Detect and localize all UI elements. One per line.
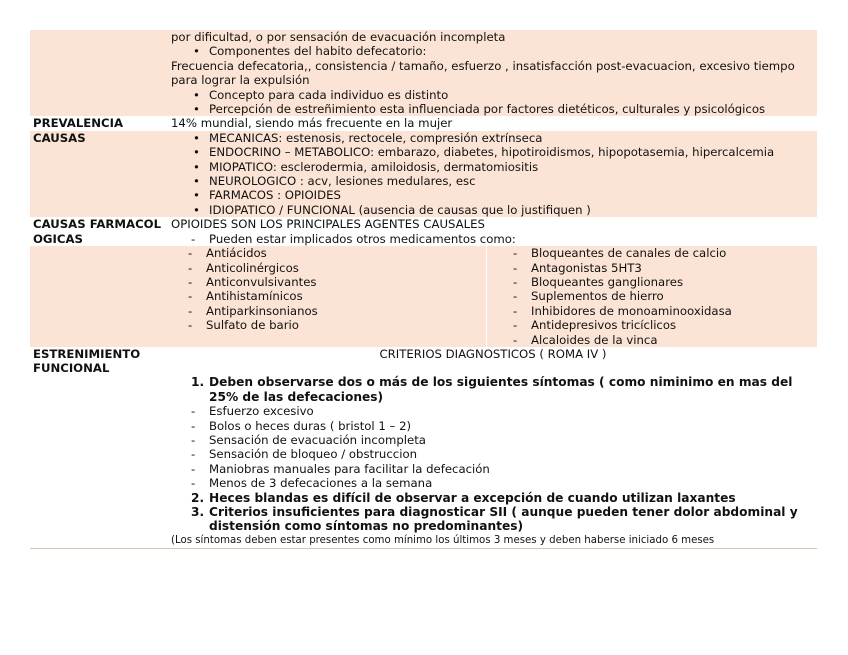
list-item: - Anticolinérgicos [206, 261, 486, 275]
criterio-2: Heces blandas es difícil de observar a excepción de cuando utilizan laxantes [209, 490, 736, 505]
dash-list [171, 404, 815, 490]
list-item: - Antiparkinsonianos [206, 304, 486, 318]
row-estrenimiento [30, 347, 817, 549]
dash-list [171, 232, 815, 246]
list-item: • Concepto para cada individuo es distinto [209, 88, 815, 102]
list-item: - Inhibidores de monoaminooxidasa [531, 304, 817, 318]
medicamentos-columns [168, 246, 817, 347]
list-item: • MECANICAS: estenosis, rectocele, compresión extrínseca [209, 131, 815, 145]
row-label-empty [30, 30, 168, 116]
dash-list [168, 246, 486, 332]
content-table [30, 30, 817, 549]
list-item: - Antiácidos [206, 246, 486, 260]
row-label: PREVALENCIA [33, 116, 124, 131]
list-item: - Menos de 3 defecaciones a la semana [209, 476, 815, 490]
list-item: - Bolos o heces duras ( bristol 1 – 2) [209, 419, 815, 433]
list-item: - Antagonistas 5HT3 [531, 261, 817, 275]
list-item: - Suplementos de hierro [531, 289, 817, 303]
criterio-3: Criterios insuficientes para diagnosticar SII ( aunque pueden tener dolor abdominal y distensión como síntomas no predominantes) [209, 505, 798, 534]
causas-cell [168, 131, 817, 217]
list-number: 3. [191, 505, 205, 519]
bullet-list [171, 88, 815, 117]
row-causas [30, 131, 817, 217]
criterios-title: CRITERIOS DIAGNOSTICOS ( ROMA IV ) [379, 346, 607, 361]
list-item: - Sensación de evacuación incompleta [209, 433, 815, 447]
list-item: - Alcaloides de la vinca [531, 333, 817, 347]
row-label: CAUSAS [30, 131, 168, 217]
row-prevalencia [30, 116, 817, 130]
bullet-list [171, 44, 815, 58]
list-item: - Esfuerzo excesivo [209, 404, 815, 418]
numbered-list [171, 491, 815, 534]
list-item: - Antidepresivos tricíclicos [531, 318, 817, 332]
document [30, 30, 817, 549]
list-item: - Sensación de bloqueo / obstruccion [209, 447, 815, 461]
numbered-list [171, 375, 815, 404]
list-item: - Bloqueantes de canales de calcio [531, 246, 817, 260]
list-item [191, 375, 815, 404]
list-item [191, 505, 815, 534]
list-item: • IDIOPATICO / FUNCIONAL (ausencia de causas que lo justifiquen ) [209, 203, 815, 217]
list-item: • NEUROLOGICO : acv, lesiones medulares, esc [209, 174, 815, 188]
row-intro [30, 30, 817, 116]
causas-farm-cell [168, 217, 817, 246]
list-item: • ENDOCRINO – METABOLICO: embarazo, diabetes, hipotiroidismos, hipopotasemia, hipercalcemia [209, 145, 815, 159]
footnote: (Los síntomas deben estar presentes como mínimo los últimos 3 meses y deben haberse iniciado 6 meses [171, 534, 715, 546]
list-item: - Anticonvulsivantes [206, 275, 486, 289]
list-item: - Maniobras manuales para facilitar la defecación [209, 462, 815, 476]
dash-list [493, 246, 817, 347]
prevalencia-text: 14% mundial, siendo más frecuente en la mujer [171, 116, 453, 131]
estrenimiento-cell [168, 347, 817, 549]
intro-line: por dificultad, o por sensación de evacuación incompleta [171, 30, 506, 44]
list-item: • FARMACOS : OPIOIDES [209, 188, 815, 202]
row-label-empty [30, 246, 168, 347]
row-causas-farmacologicas [30, 217, 817, 246]
list-item: - Sulfato de bario [206, 318, 486, 332]
bullet-list [171, 131, 815, 217]
list-number: 2. [191, 490, 205, 505]
intro-paragraph: Frecuencia defecatoria,, consistencia / tamaño, esfuerzo , insatisfacción post-evacuacion, excesivo tiempo para lograr la expulsión [171, 58, 795, 88]
list-item: • Percepción de estreñimiento esta influenciada por factores dietéticos, culturales y psicológicos [209, 102, 815, 116]
list-item [191, 490, 815, 505]
criterio-1: Deben observarse dos o más de los siguientes síntomas ( como niminimo en mas del 25% de las defecaciones) [209, 375, 793, 404]
list-item: - Bloqueantes ganglionares [531, 275, 817, 289]
list-number: 1. [191, 375, 205, 390]
row-medicamentos [30, 246, 817, 347]
opioides-line: OPIOIDES SON LOS PRINCIPALES AGENTES CAUSALES [171, 217, 485, 232]
medicamentos-col-1 [168, 246, 487, 347]
medicamentos-col-2 [487, 246, 817, 347]
medicamentos-cell [168, 246, 817, 347]
intro-cell [168, 30, 817, 116]
row-label: ESTRENIMIENTO FUNCIONAL [30, 347, 168, 549]
row-label: CAUSAS FARMACOLOGICAS [33, 217, 162, 246]
bullet-componentes: • Componentes del habito defecatorio: [209, 44, 815, 58]
list-item: • MIOPATICO: esclerodermia, amiloidosis, dermatomiositis [209, 160, 815, 174]
list-item: - Pueden estar implicados otros medicamentos como: [209, 232, 815, 246]
list-item: - Antihistamínicos [206, 289, 486, 303]
